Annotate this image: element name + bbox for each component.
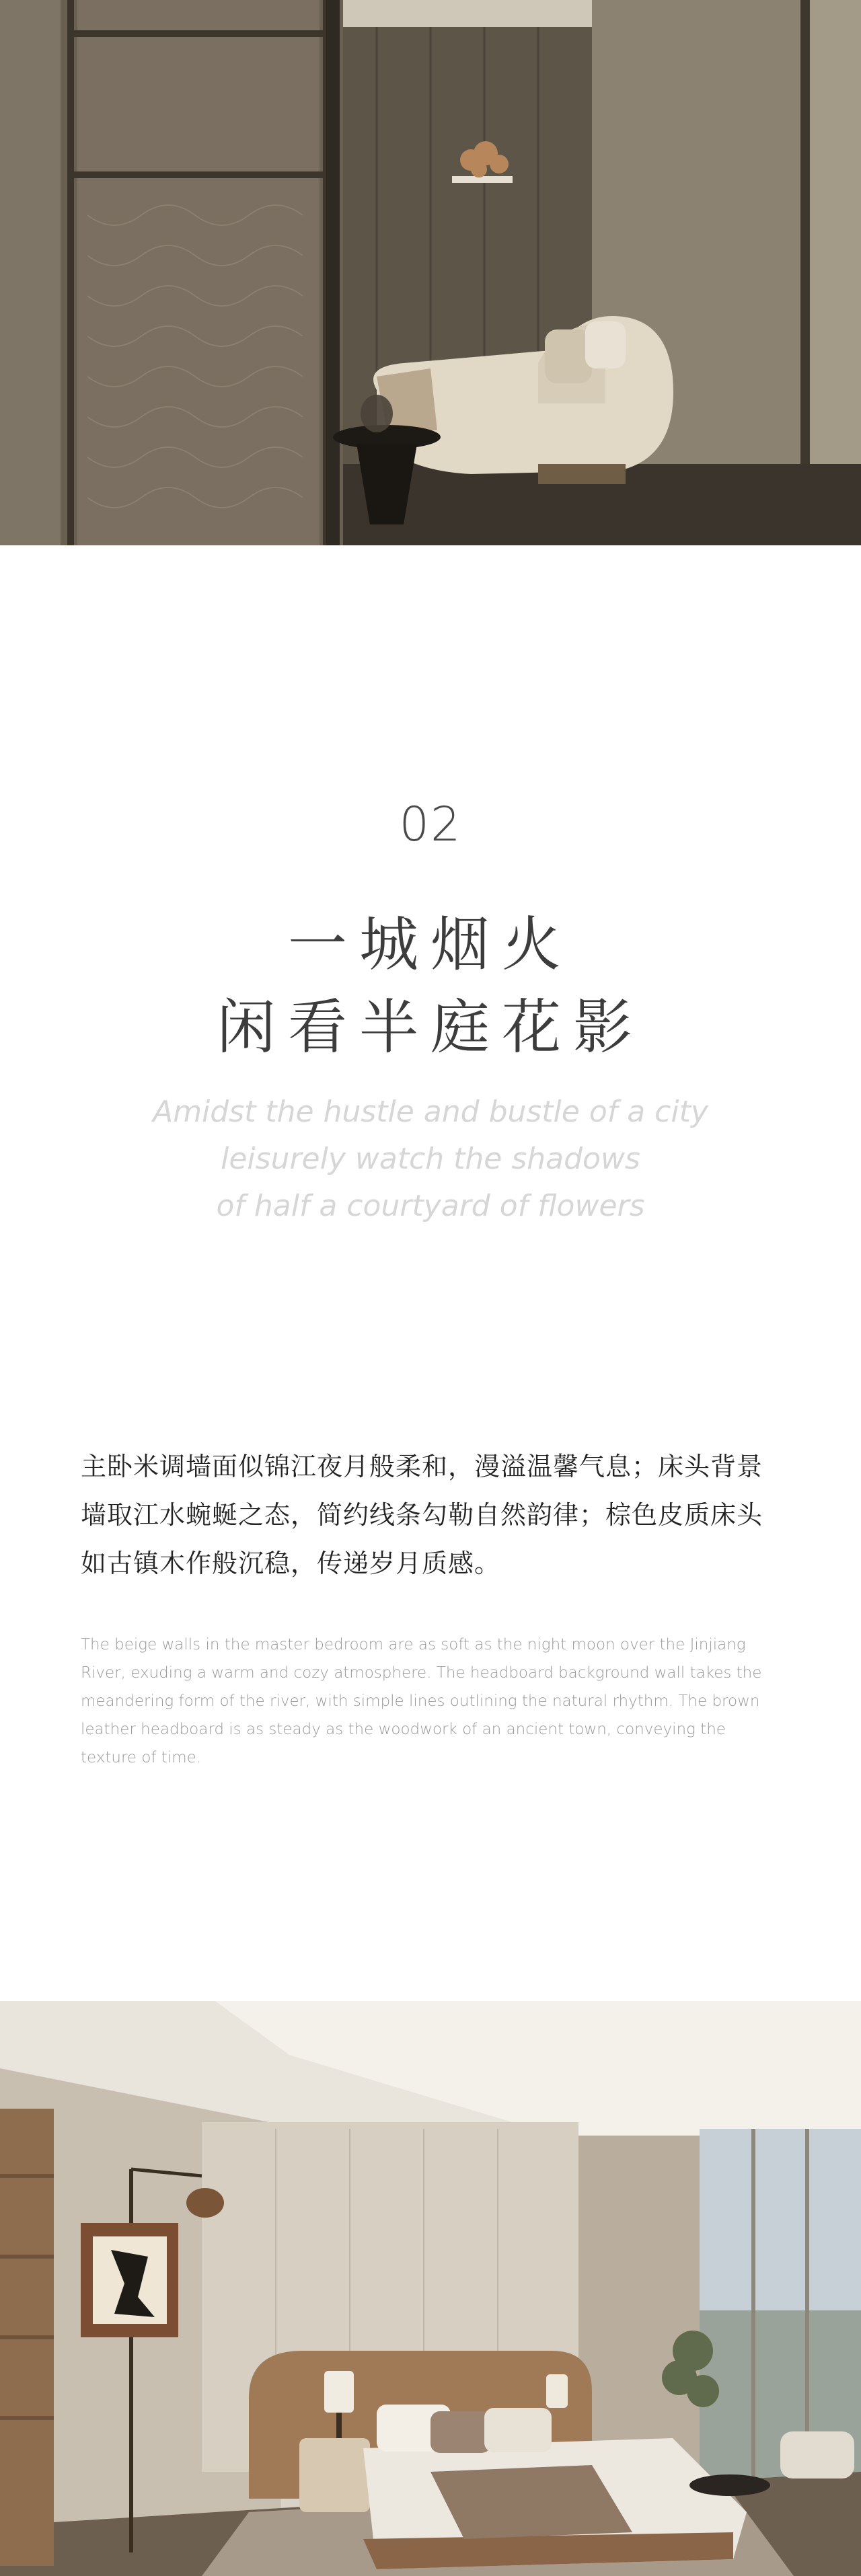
- english-tagline-line-3: of half a courtyard of flowers: [216, 1189, 645, 1223]
- english-tagline-line-2: leisurely watch the shadows: [221, 1142, 640, 1176]
- headline-line-1: 一城烟火: [287, 910, 573, 979]
- headline-line-2: 闲看半庭花影: [216, 992, 644, 1062]
- english-tagline-line-1: Amidst the hustle and bustle of a city: [153, 1095, 708, 1129]
- master-bedroom-photo: [0, 2001, 861, 2576]
- living-corner-photo: [0, 0, 861, 545]
- section-number: 02: [399, 797, 462, 852]
- living-corner-illustration: [0, 0, 861, 545]
- english-description: The beige walls in the master bedroom are as soft as the night moon over the Jinjiang River, exuding a warm and cozy atmosphere. The headboard background wall takes the meandering form of the river, with simple lines outlining the natural rhythm. The brown leather headboard is as steady as the woodwork of an ancient town, conveying the texture of time.: [81, 1636, 762, 1766]
- master-bedroom-illustration: [0, 2001, 861, 2576]
- chinese-description: 主卧米调墙面似锦江夜月般柔和，漫溢温馨气息；床头背景墙取江水蜿蜒之态，简约线条勾勒自然韵律；棕色皮质床头如古镇木作般沉稳，传递岁月质感。: [81, 1452, 763, 1578]
